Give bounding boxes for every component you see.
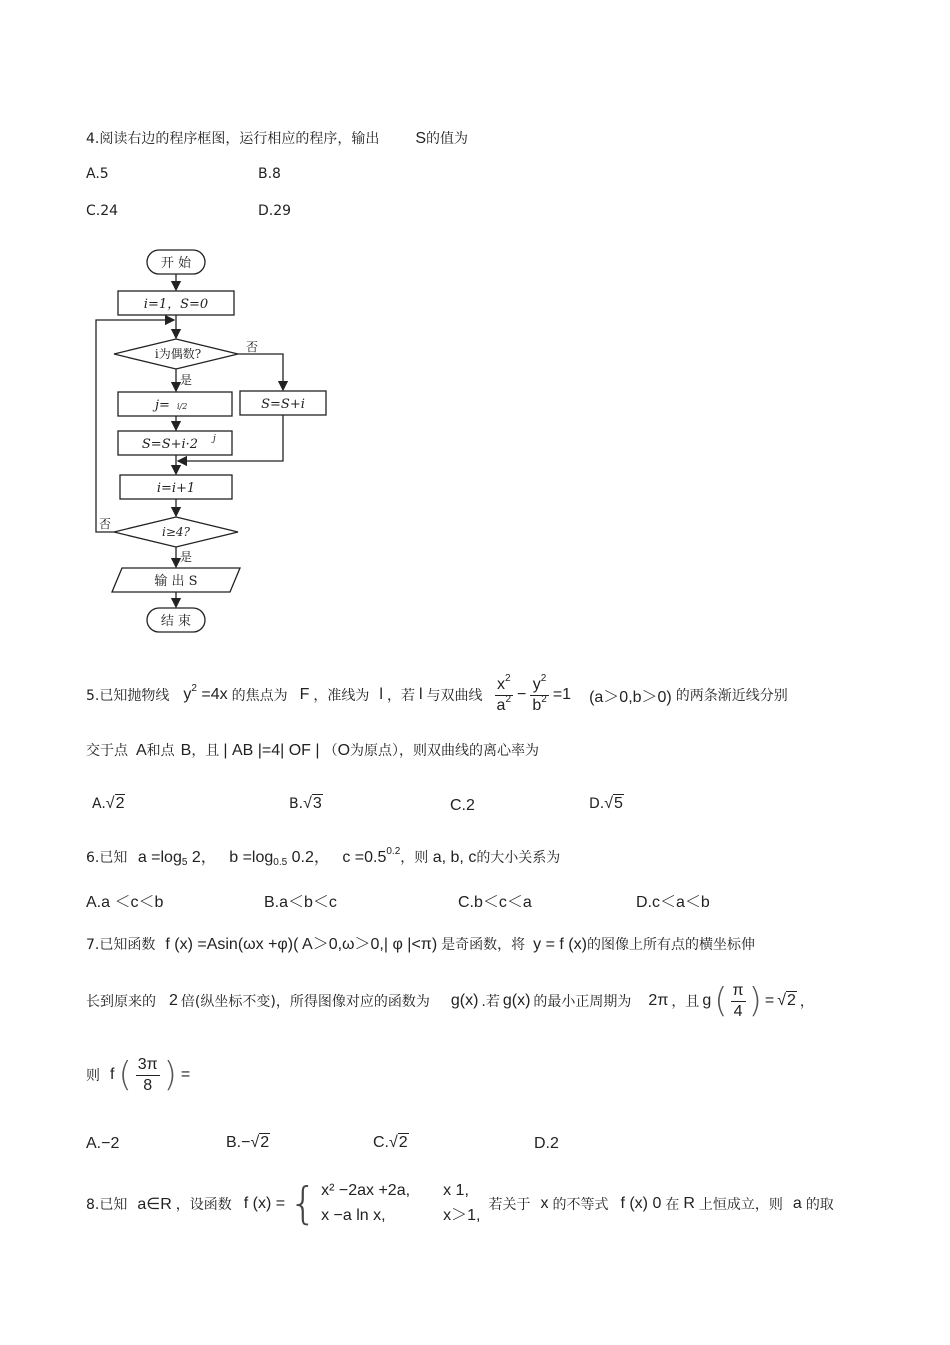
sqrt-icon: √2 xyxy=(250,1134,270,1151)
flow-end-label: 结 束 xyxy=(160,614,192,629)
sqrt-icon: √5 xyxy=(604,795,623,812)
q5-option-d: D.√5 xyxy=(589,795,623,812)
q8-stem: 8.已知 a∈R ，设函数 f (x) = { x² −2ax +2a, x 1, x −a ln x, x＞1, 若关于 x 的不等式 f (x) 0 在 R 上恒成立，则 a 的取 xyxy=(86,1178,834,1229)
q4-option-a: A.5 xyxy=(86,166,109,182)
q5-line1: 5.已知抛物线 $y^2 =4x$ 的焦点为 F ，准线为 l ，若 l 与双曲线 $\frac{x^2}{a^2}$ − $\frac{y^2}{b^2}$ =1 (a＞0,b＞0) 的两条渐近线分别 xyxy=(86,672,788,714)
flow-no-label-2: 否 xyxy=(99,517,112,531)
flow-j-frac: i/2 xyxy=(177,402,188,411)
q5-hyperbola-y-frac: $\frac{y^2}{b^2}$ xyxy=(532,672,547,714)
q6-option-c: C.b＜c＜a xyxy=(458,894,532,911)
q7-option-d: D.2 xyxy=(534,1135,559,1152)
q5-line2: 交于点 A和点 B，且 | AB |=4| OF | （O为原点），则双曲线的离心率为 xyxy=(86,742,540,759)
q7-option-c: C.√2 xyxy=(373,1134,408,1151)
q4-stem: 4.阅读右边的程序框图，运行相应的程序，输出 S的值为 xyxy=(86,130,469,147)
sqrt-icon: √2 xyxy=(389,1134,408,1151)
q5-option-a: A.√2 xyxy=(92,795,125,812)
q8-piecewise: x² −2ax +2a, x 1, x −a ln x, x＞1, xyxy=(321,1182,481,1224)
flow-s-plus-i-label: S=S+i xyxy=(261,397,305,412)
q6-option-a: A.a ＜c＜b xyxy=(86,894,164,911)
q7-line3: 则 f ( $\frac{3\pi}{8}$ ) = xyxy=(86,1055,191,1095)
flow-output-label: 输 出 S xyxy=(154,574,198,589)
brace-icon: { xyxy=(289,1178,318,1229)
q4-option-b: B.8 xyxy=(258,166,281,182)
q7-line1: 7.已知函数 f (x) =Asin(ωx +φ)( A＞0,ω＞0,| φ |<π) 是奇函数，将 y = f (x)的图像上所有点的横坐标伸 xyxy=(86,936,755,953)
q7-option-a: A.−2 xyxy=(86,1135,120,1152)
sqrt-icon: √3 xyxy=(303,795,322,812)
q7-f-arg-frac: $\frac{3\pi}{8}$ xyxy=(137,1055,158,1094)
q5-hyperbola-x-frac: $\frac{x^2}{a^2}$ xyxy=(496,672,511,714)
q5-parabola: $y^2 =4x$ xyxy=(183,683,228,703)
flow-inc-label: i=i+1 xyxy=(156,481,196,496)
q7-function: f (x) =Asin(ωx +φ)( A＞0,ω＞0,| φ |<π) xyxy=(165,936,438,953)
q6-stem: 6.已知 a =log5 2， b =log0.5 0.2， $c =0.5^{0.2}$，则 a, b, c的大小关系为 xyxy=(86,846,561,868)
flow-s-update-label: S=S+i·2 xyxy=(141,437,199,452)
flow-s-update-exp: j xyxy=(213,434,216,444)
q5-option-c: C.2 xyxy=(450,797,475,814)
q5-option-b: B.√3 xyxy=(289,795,322,812)
flow-yes-label-2: 是 xyxy=(180,550,193,564)
q6-option-d: D.c＜a＜b xyxy=(636,894,710,911)
q7-option-b: B.−√2 xyxy=(226,1134,270,1151)
q4-option-c: C.24 xyxy=(86,203,119,219)
q4-option-d: D.29 xyxy=(258,203,292,219)
flow-yes-label-1: 是 xyxy=(180,373,193,387)
flow-init-label: i=1，S=0 xyxy=(143,297,209,312)
flow-cond2-label: i≥4? xyxy=(162,525,190,539)
flow-cond1-label: i为偶数? xyxy=(154,347,202,361)
flow-j-shape xyxy=(118,392,232,416)
q6-option-b: B.a＜b＜c xyxy=(264,894,337,911)
sqrt-icon: √2 xyxy=(777,992,796,1009)
sqrt-icon: √2 xyxy=(105,795,125,812)
q7-line2: 长到原来的 2 倍(纵坐标不变)，所得图像对应的函数为 g(x) .若 g(x) 的最小正周期为 2π ，且 g ( $\frac{\pi}{4}$ ) = √2 ， xyxy=(86,981,814,1021)
q7-g-arg-frac: $\frac{\pi}{4}$ xyxy=(732,981,744,1020)
flow-no-label-1: 否 xyxy=(246,340,259,354)
flowchart xyxy=(0,0,950,660)
flow-j-label: j= xyxy=(155,398,170,413)
flow-start-label: 开 始 xyxy=(160,256,192,271)
